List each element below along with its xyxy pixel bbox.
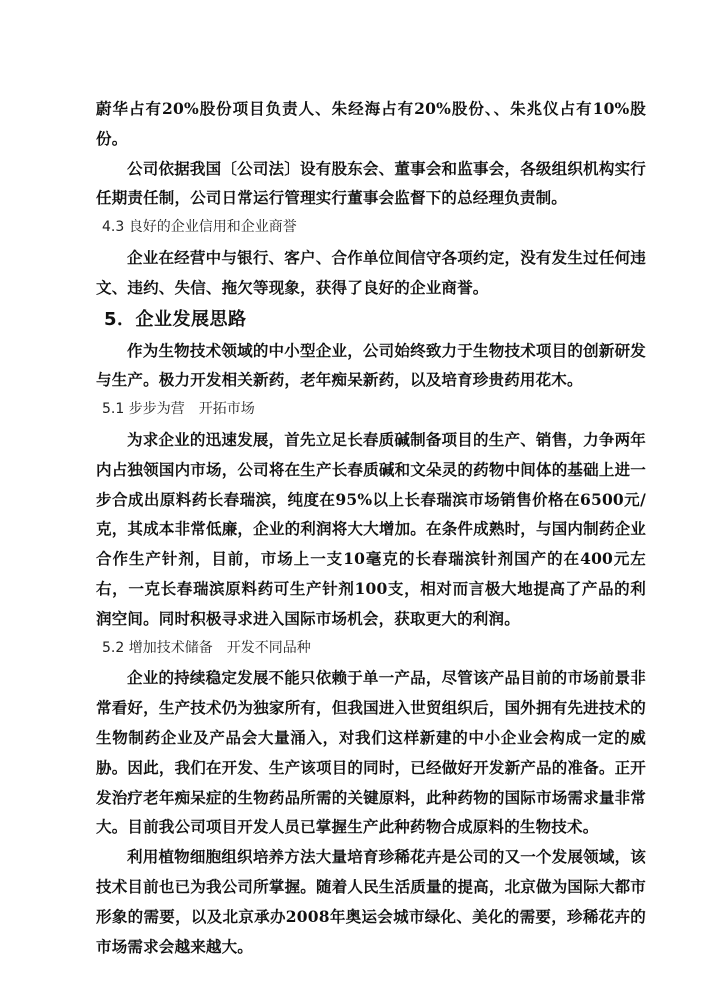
document-page bbox=[96, 94, 646, 961]
section-heading-5: 5．企业发展思路 bbox=[104, 308, 247, 330]
section-heading-5-1: 5.1 步步为营 开拓市场 bbox=[102, 401, 255, 418]
paragraph-credit: 企业在经营中与银行、客户、合作单位间信守各项约定，没有发生过任何违文、违约、失信、拖欠等现象，获得了良好的企业商誉。 bbox=[96, 247, 646, 297]
paragraph-tech-reserve: 企业的持续稳定发展不能只依赖于单一产品，尽管该产品目前的市场前景非常看好，生产技术仍为独家所有，但我国进入世贸组织后，国外拥有先进技术的生物制药企业及产品会大量涌入，对我们这样新建的中小企业会构成一定的威胁。因此，我们在开发、生产该项目的同时，已经做好开发新产品的准备。正开发治疗老年痴呆症的生物药品所需的关键原料，此种药物的国际市场需求量非常大。目前我公司项目开发人员已掌握生产此种药物合成原料的生物技术。 bbox=[96, 668, 646, 837]
paragraph-governance: 公司依据我国〔公司法〕设有股东会、董事会和监事会，各级组织机构实行任期责任制，公司日常运行管理实行董事会监督下的总经理负责制。 bbox=[96, 158, 646, 208]
paragraph-flowers: 利用植物细胞组织培养方法大量培育珍稀花卉是公司的又一个发展领域，该技术目前也已为我公司所掌握。随着人民生活质量的提高，北京做为国际大都市形象的需要，以及北京承办2008年奥运会城市绿化、美化的需要，珍稀花卉的市场需求会越来越大。 bbox=[96, 847, 646, 956]
paragraph-development: 作为生物技术领域的中小型企业，公司始终致力于生物技术项目的创新研发与生产。极力开发相关新药，老年痴呆新药，以及培育珍贵药用花木。 bbox=[96, 340, 646, 390]
section-heading-5-2: 5.2 增加技术储备 开发不同品种 bbox=[102, 639, 311, 656]
section-heading-4-3: 4.3 良好的企业信用和企业商誉 bbox=[102, 219, 297, 236]
paragraph-shareholding: 蔚华占有20%股份项目负责人、朱经海占有20%股份、、朱兆仪占有10%股份。 bbox=[96, 99, 646, 148]
paragraph-market: 为求企业的迅速发展，首先立足长春质碱制备项目的生产、销售，力争两年内占独领国内市场，公司将在生产长春质碱和文朵灵的药物中间体的基础上进一步合成出原料药长春瑞滨，纯度在95%以上长春瑞滨市场销售价格在6500元/克，其成本非常低廉，企业的利润将大大增加。在条件成熟时，与国内制药企业合作生产针剂，目前，市场上一支10毫克的长春瑞滨针剂国产的在400元左右，一克长春瑞滨原料药可生产针剂100支，相对而言极大地提高了产品的利润空间。同时积极寻求进入国际市场机会，获取更大的利润。 bbox=[96, 429, 646, 628]
